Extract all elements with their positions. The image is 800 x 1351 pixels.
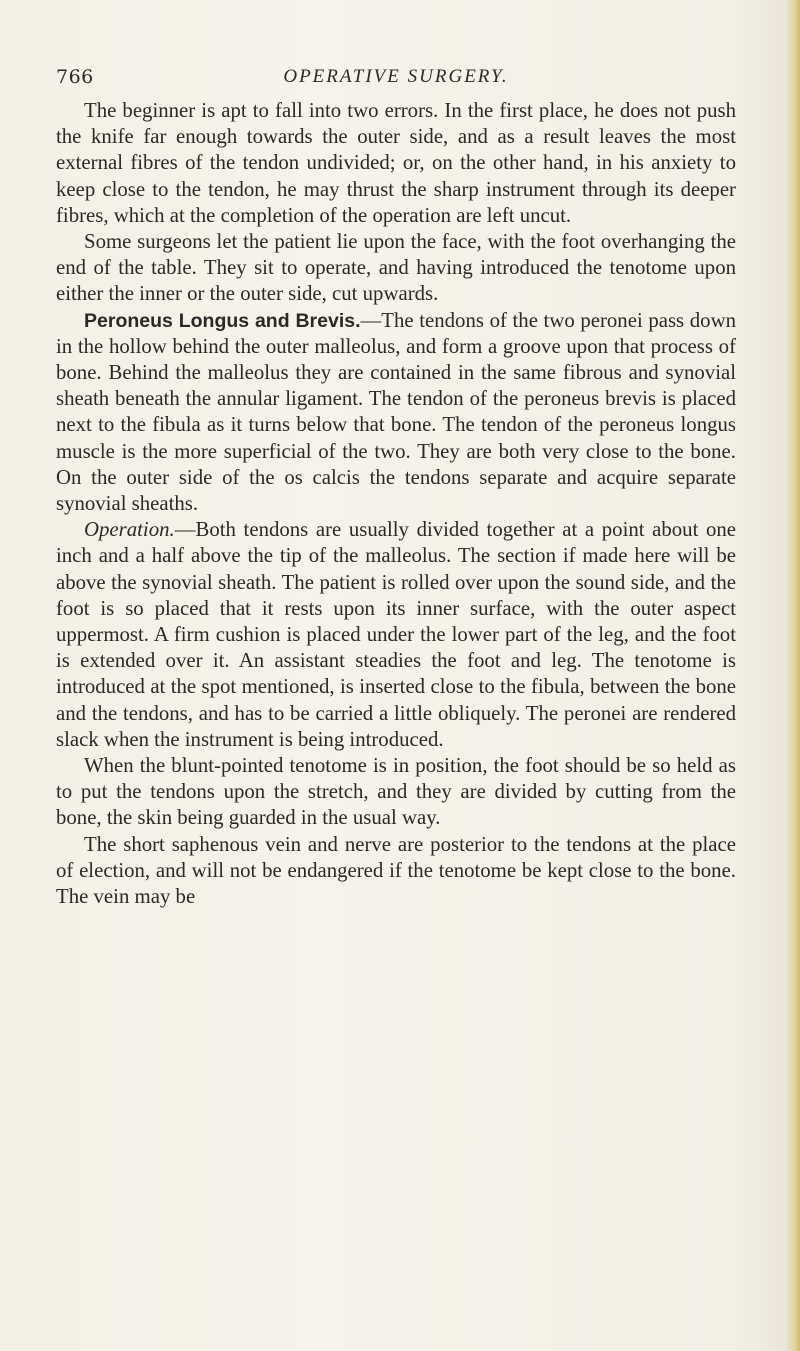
paragraph-saphenous-vein: The short saphenous vein and nerve are posterior to the tendons at the place of election, and will not be endangered if the tenotome be kept close to the bone. The vein may be: [56, 832, 736, 909]
section-heading: Peroneus Longus and Brevis.: [84, 309, 361, 332]
page-number: 766: [56, 66, 94, 88]
paragraph-prone-position: Some surgeons let the patient lie upon the face, with the foot overhanging the end of the table. They sit to operate, and having introduced the tenotome upon either the inner or the outer side, cut upwards.: [56, 230, 736, 306]
running-title: OPERATIVE SURGERY.: [283, 66, 509, 87]
body-text: [56, 98, 736, 910]
page-edge: [786, 0, 800, 1351]
running-head: [56, 66, 736, 94]
paragraph-peroneus: Peroneus Longus and Brevis.—The tendons of the two peronei pass down in the hollow behind the outer malleolus, and form a groove upon that process of bone. Behind the malleolus they are contained in the same fibrous and synovial sheath beneath the annular ligament. The tendon of the peroneus brevis is placed next to the fibula as it turns below that bone. The tendon of the peroneus longus muscle is the more superficial of the two. They are both very close to the bone. On the outer side of the os calcis the tendons separate and acquire separate synovial sheaths.: [56, 308, 736, 516]
paragraph-tenotome-position: When the blunt-pointed tenotome is in position, the foot should be so held as to put the tendons upon the stretch, and they are divided by cutting from the bone, the skin being guarded in the usual way.: [56, 754, 736, 830]
subsection-heading: Operation.: [84, 518, 175, 542]
paragraph-beginner-errors: The beginner is apt to fall into two errors. In the first place, he does not push the knife far enough towards the outer side, and as a result leaves the most external fibres of the tendon undivided; or, on the other hand, in his anxiety to keep close to the tendon, he may thrust the sharp instrument through its deeper fibres, which at the completion of the operation are left uncut.: [56, 99, 736, 227]
paragraph-operation: Operation.—Both tendons are usually divided together at a point about one inch and a half above the tip of the malleolus. The section if made here will be above the synovial sheath. The patient is rolled over upon the sound side, and the foot is so placed that it rests upon its inner surface, with the outer aspect uppermost. A firm cushion is placed under the lower part of the leg, and the foot is extended over it. An assistant steadies the foot and leg. The tenotome is introduced at the spot mentioned, is inserted close to the fibula, between the bone and the tendons, and has to be carried a little obliquely. The peronei are rendered slack when the instrument is being introduced.: [56, 518, 736, 751]
